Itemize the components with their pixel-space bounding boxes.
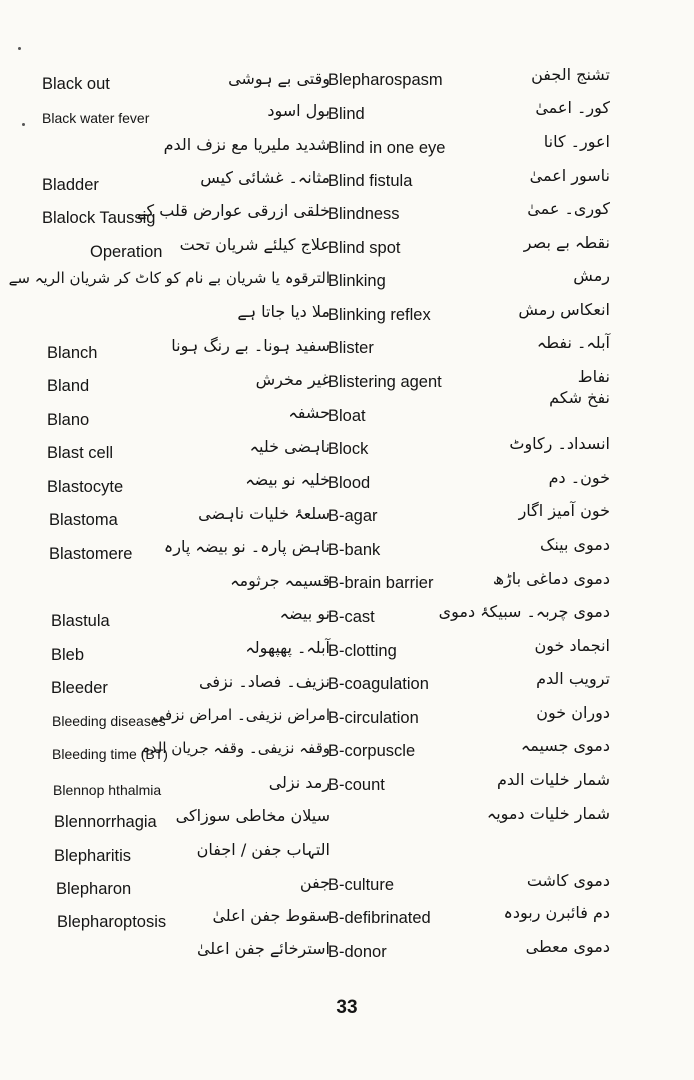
- entry-english-right: Blister: [328, 339, 374, 357]
- entry-urdu-left: خلقی ازرقی عوارض قلب کے: [137, 201, 330, 220]
- entry-urdu-left: سقوط جفن اعلیٰ: [212, 906, 330, 925]
- entry-urdu-left: خلیہ نو بیضہ: [245, 470, 330, 489]
- entry-urdu-left: امراض نزیفی۔ امراض نزفی: [152, 706, 330, 724]
- entry-english-right: Blind in one eye: [328, 139, 446, 157]
- entry-english-left: Bleeding diseases: [52, 713, 166, 729]
- entry-english-right: Blood: [328, 474, 371, 492]
- entry-urdu-left: استرخائے جفن اعلیٰ: [196, 939, 330, 958]
- entry-urdu-left: آبلہ۔ پھپھولہ: [245, 638, 330, 657]
- entry-urdu-left: رمد نزلی: [268, 773, 330, 792]
- entry-english-left: Blastula: [51, 612, 110, 630]
- entry-english-right: Blindness: [328, 205, 400, 223]
- entry-urdu-left: قسیمہ جرثومہ: [230, 571, 330, 590]
- entry-urdu-left: بول اسود: [267, 101, 330, 120]
- entry-urdu-left: ملا دیا جاتا ہے: [237, 302, 330, 321]
- entry-english-right: Blistering agent: [328, 373, 442, 391]
- entry-urdu-right: دموی معطی: [525, 937, 610, 956]
- entry-urdu-left: ناہضی خلیہ: [249, 437, 330, 456]
- entry-urdu-right: کوری۔ عمیٰ: [527, 199, 610, 218]
- entry-urdu-left: علاج کیلئے شریان تحت: [179, 235, 330, 254]
- entry-english-right: B-coagulation: [328, 675, 429, 693]
- entry-urdu-left: وقتی بے ہوشی: [228, 69, 330, 88]
- entry-urdu-left: غیر مخرش: [255, 370, 330, 389]
- entry-urdu-right: دموی کاشت: [526, 871, 610, 890]
- entry-urdu-right: ترویب الدم: [536, 669, 610, 688]
- entry-urdu-right: انعکاس رمش: [518, 300, 610, 319]
- entry-urdu-right: کور۔ اعمیٰ: [535, 98, 610, 117]
- entry-urdu-right: اعور۔ کانا: [543, 132, 610, 151]
- entry-urdu-right: رمش: [573, 266, 610, 285]
- entry-urdu-right: تشنج الجفن: [531, 65, 610, 84]
- entry-urdu-right: شمار خلیات دمویہ: [486, 804, 610, 823]
- entry-english-right: B-brain barrier: [328, 574, 434, 592]
- scan-speck: [18, 47, 21, 50]
- entry-urdu-right: نفخ شکم: [549, 388, 610, 407]
- entry-english-right: Blind fistula: [328, 172, 413, 190]
- entry-english-right: B-cast: [328, 608, 375, 626]
- entry-urdu-right: انسداد۔ رکاوٹ: [509, 434, 610, 453]
- entry-urdu-left: نزیف۔ فصاد۔ نزفی: [198, 672, 330, 691]
- entry-english-right: B-agar: [328, 507, 378, 525]
- entry-english-right: B-defibrinated: [328, 909, 431, 927]
- entry-urdu-right: نفاط: [577, 367, 610, 386]
- entry-english-left: Blepharon: [56, 880, 132, 898]
- entry-english-right: Bloat: [328, 407, 366, 425]
- entry-english-left: Blast cell: [47, 444, 114, 462]
- entry-english-right: B-count: [328, 776, 385, 794]
- entry-english-left: Operation: [90, 243, 163, 261]
- entry-english-right: B-corpuscle: [328, 742, 416, 760]
- entry-urdu-right: خون آمیز اگار: [518, 501, 610, 520]
- entry-english-right: Blinking: [328, 272, 386, 290]
- entry-urdu-left: سلعۂ خلیات ناہضی: [198, 504, 330, 523]
- entry-urdu-right: دموی چربہ۔ سبیکۂ دموی: [438, 602, 610, 621]
- entry-english-right: B-clotting: [328, 642, 397, 660]
- entry-urdu-left: وقفہ نزیفی۔ وقفہ جریان الدم: [140, 739, 330, 757]
- entry-urdu-left: شدید ملیریا مع نزف الدم: [163, 135, 330, 154]
- entry-english-left: Bland: [47, 377, 90, 395]
- entry-urdu-left: حشفہ: [288, 403, 330, 422]
- entry-urdu-right: دموی بینک: [540, 535, 610, 554]
- entry-urdu-left: الترقوہ یا شریان بے نام کو کاٹ کر شریان الریہ سے: [8, 269, 330, 287]
- entry-urdu-left: نو بیضہ: [279, 604, 330, 623]
- entry-urdu-right: ناسور اعمیٰ: [529, 166, 610, 185]
- entry-english-left: Blano: [47, 411, 90, 429]
- entry-urdu-left: جفن: [299, 873, 330, 892]
- entry-english-left: Bleeder: [51, 679, 108, 697]
- entry-english-right: B-bank: [328, 541, 381, 559]
- entry-english-left: Blastomere: [49, 545, 133, 563]
- entry-urdu-left: سیلان مخاطی سوزاکی: [175, 806, 330, 825]
- entry-urdu-right: دوران خون: [536, 703, 610, 722]
- scan-speck: [22, 123, 25, 126]
- entry-english-left: Blennop hthalmia: [53, 782, 162, 798]
- entry-urdu-right: دموی جسیمہ: [520, 736, 610, 755]
- entry-english-left: Bladder: [42, 176, 99, 194]
- entry-urdu-right: شمار خلیات الدم: [496, 770, 610, 789]
- entry-english-right: Block: [328, 440, 369, 458]
- entry-english-right: B-culture: [328, 876, 395, 894]
- entry-english-left: Blepharitis: [54, 847, 132, 865]
- entry-urdu-right: دموی دماغی باڑھ: [492, 569, 610, 588]
- entry-english-right: Blind spot: [328, 239, 401, 257]
- entry-urdu-right: انجماد خون: [534, 636, 610, 655]
- entry-english-left: Blastocyte: [47, 478, 124, 496]
- entry-english-right: Blind: [328, 105, 365, 123]
- entry-english-right: B-donor: [328, 943, 387, 961]
- entry-urdu-left: ناہض پارہ۔ نو بیضہ پارہ: [163, 537, 330, 556]
- entry-urdu-right: نقطہ بے بصر: [523, 233, 610, 252]
- entry-english-left: Blanch: [47, 344, 98, 362]
- entry-english-left: Blastoma: [49, 511, 118, 529]
- page-number: 33: [336, 997, 358, 1018]
- entry-urdu-left: التہاب جفن / اجفان: [196, 840, 330, 859]
- entry-english-left: Blalock Taussig: [42, 209, 156, 227]
- entry-urdu-left: مثانہ۔ غشائی کیس: [200, 168, 330, 187]
- entry-english-left: Blennorrhagia: [54, 813, 157, 831]
- entry-urdu-left: سفید ہونا۔ بے رنگ ہونا: [171, 336, 330, 355]
- entry-english-left: Black out: [42, 75, 110, 93]
- entry-english-right: Blinking reflex: [328, 306, 431, 324]
- entry-urdu-right: آبلہ۔ نفطہ: [536, 333, 610, 352]
- entry-english-left: Black water fever: [42, 110, 150, 126]
- entry-english-left: Bleb: [51, 646, 85, 664]
- entry-english-left: Blepharoptosis: [57, 913, 167, 931]
- entry-english-right: B-circulation: [328, 709, 419, 727]
- entry-urdu-right: خون۔ دم: [548, 468, 610, 487]
- entry-english-right: Blepharospasm: [328, 71, 443, 89]
- entry-urdu-right: دم فائبرن ربودہ: [503, 903, 610, 922]
- entry-english-left: Bleeding time (BT): [52, 746, 168, 762]
